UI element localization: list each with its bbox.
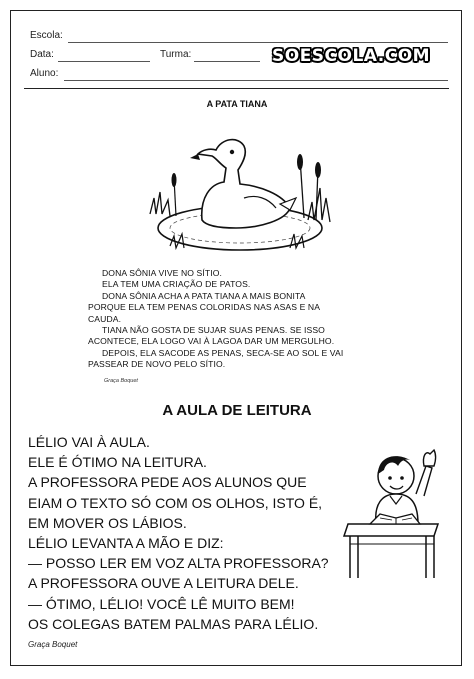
class-label: Turma: [160, 49, 192, 60]
story2-title: A AULA DE LEITURA [162, 402, 312, 419]
story2-line: A PROFESSORA PEDE AOS ALUNOS QUE [28, 474, 307, 491]
school-field[interactable] [68, 42, 448, 43]
student-label: Aluno: [30, 68, 59, 79]
story1-line: DEPOIS, ELA SACODE AS PENAS, SECA-SE AO SOL E VAI [102, 347, 344, 358]
story1-title: A PATA TIANA [206, 99, 268, 109]
story1-credit: Graça Boquet [104, 378, 138, 384]
story1-text [88, 268, 344, 371]
story1-line: DONA SÔNIA ACHA A PATA TIANA A MAIS BONITA [102, 290, 306, 301]
story2-line: LÉLIO VAI À AULA. [28, 434, 150, 450]
story2-credit: Graça Boquet [28, 640, 78, 649]
story2-text [28, 432, 329, 634]
class-field[interactable] [194, 61, 260, 62]
header-divider [24, 88, 449, 89]
story1-line: PASSEAR DE NOVO PELO SÍTIO. [88, 359, 226, 370]
story2-line: LÉLIO LEVANTA A MÃO E DIZ: [28, 535, 224, 552]
story2-line: EIAM O TEXTO SÓ COM OS OLHOS, ISTO É, [28, 494, 323, 511]
date-field[interactable] [58, 61, 150, 62]
story1-line: TIANA NÃO GOSTA DE SUJAR SUAS PENAS. SE ISSO [102, 325, 325, 336]
school-label: Escola: [30, 30, 63, 41]
story1-line: DONA SÔNIA VIVE NO SÍTIO. [102, 268, 222, 278]
story2-line: EM MOVER OS LÁBIOS. [28, 514, 187, 531]
story1-line: PORQUE ELA TEM PENAS COLORIDAS NAS ASAS E NA [88, 302, 321, 313]
boy-at-desk-illustration [340, 432, 446, 580]
story2-line: — POSSO LER EM VOZ ALTA PROFESSORA? [28, 555, 329, 572]
story1-line: ACONTECE, ELA LOGO VAI À LAGOA DAR UM MERGULHO. [88, 336, 335, 347]
story2-line: A PROFESSORA OUVE A LEITURA DELE. [28, 575, 299, 592]
soescola-logo: SOESCOLA.COM [272, 46, 431, 66]
story2-line: ELE É ÓTIMO NA LEITURA. [28, 454, 207, 471]
duck-pond-illustration [140, 128, 340, 258]
student-field[interactable] [64, 80, 448, 81]
story1-line: ELA TEM UMA CRIAÇÃO DE PATOS. [102, 279, 251, 290]
date-label: Data: [30, 49, 54, 60]
story2-line: OS COLEGAS BATEM PALMAS PARA LÉLIO. [28, 615, 319, 632]
story2-line: — ÓTIMO, LÉLIO! VOCÊ LÊ MUITO BEM! [28, 595, 295, 612]
story1-line: CAUDA. [88, 313, 122, 324]
